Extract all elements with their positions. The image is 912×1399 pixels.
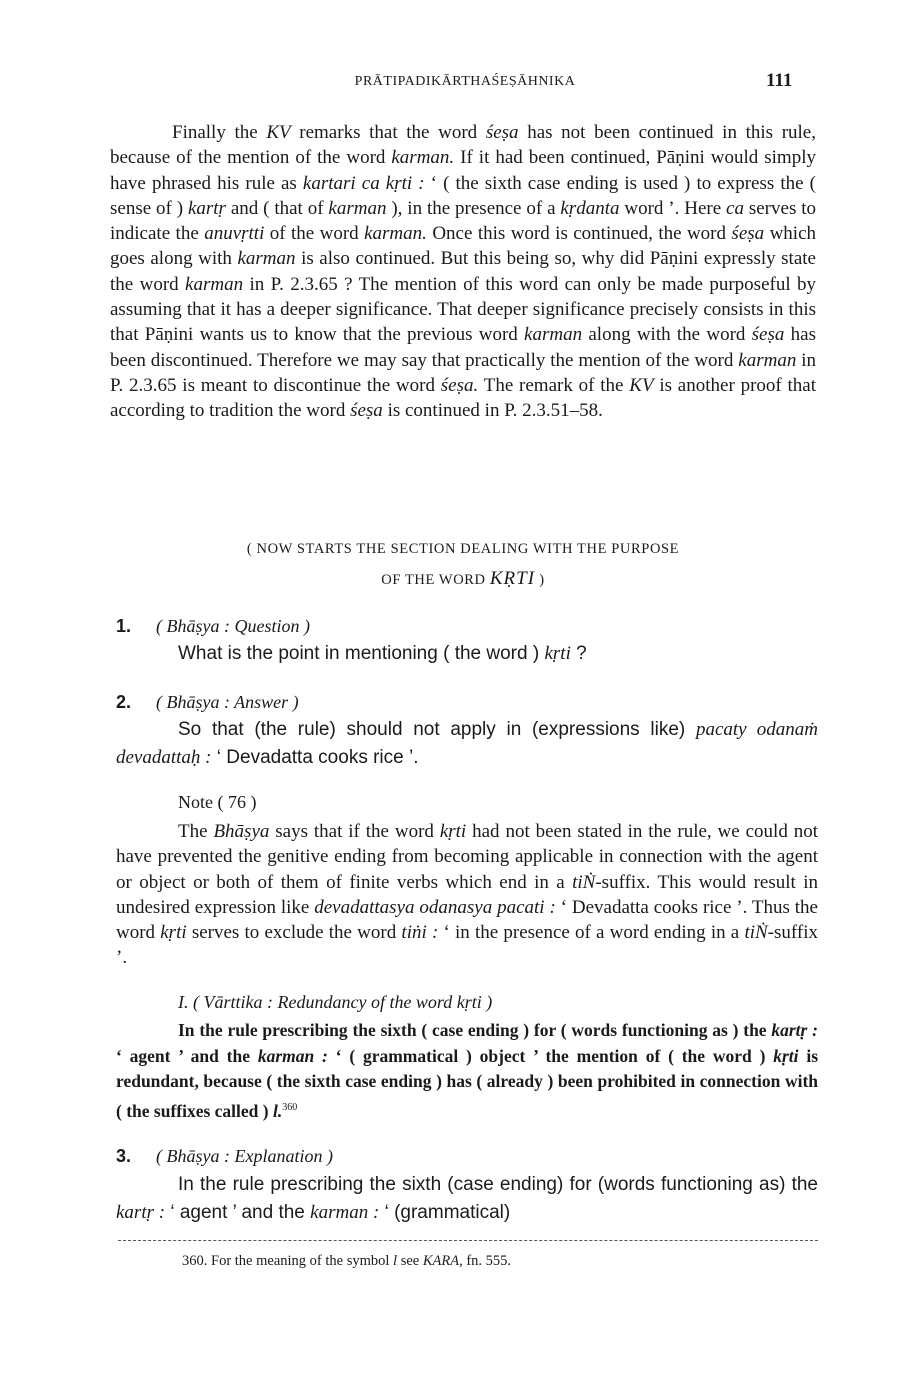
page-number: 111 <box>766 70 793 91</box>
note-label: Note ( 76 ) <box>178 792 257 812</box>
item-3-heading: 3. ( Bhāṣya : Explanation ) <box>116 1146 333 1166</box>
running-title: PRĀTIPADIKĀRTHAŚEṢĀHNIKA <box>354 74 576 89</box>
section-heading: ( NOW STARTS THE SECTION DEALING WITH THE PURPOSE OF THE WORD KṚTI ) <box>246 541 680 589</box>
varttika-text: In the rule prescribing the sixth ( case ending ) for ( words functioning as ) the kartṛ : ‘ agent ’ and the karman : ‘ ( grammatical ) object ’ the mention of ( the word ) kṛti is redundant, because ( the sixth case ending ) has ( already ) been prohibited in connection with ( the suffixes called ) l.$^{360}$ <box>116 1020 819 1121</box>
footnote-reference: 360 <box>282 1101 298 1113</box>
varttika-heading: I. ( Vārttika : Redundancy of the word kṛti ) <box>178 992 493 1012</box>
item-3-text: In the rule prescribing the sixth (case ending) for (words functioning as) the kartṛ : ‘ agent ’ and the karman : ‘ (grammatical) <box>116 1174 818 1223</box>
item-1-heading: 1. ( Bhāṣya : Question ) <box>116 616 310 636</box>
item-2-text: So that (the rule) should not apply in (expressions like) pacaty odanaṁ devadattaḥ : ‘ Devadatta cooks rice ’. <box>116 719 818 768</box>
footnote-divider <box>118 1240 818 1241</box>
note-paragraph: The Bhāṣya says that if the word kṛti had not been stated in the rule, we could not have prevented the genitive ending from becoming applicable in connection with the agent or object or both of them of finite verbs which end in a tiṄ-suffix. This would result in undesired expression like devadattasya odanasya pacati : ‘ Devadatta cooks rice ’. Thus the word kṛti serves to exclude the word tiṅi : ‘ in the presence of a word ending in a tiṄ-suffix ’. <box>116 821 818 969</box>
intro-paragraph: Finally the KV remarks that the word śeṣa has not been continued in this rule, because of the mention of the word karman. If it had been continued, Pāṇini would simply have phrased his rule as kartari ca kṛti : ‘ ( the sixth case ending is used ) to express the ( sense of ) kartṛ and ( that of karman ), in the presence of a kṛdanta word ’. Here ca serves to indicate the anuvṛtti of the word karman. Once this word is continued, the word śeṣa which goes along with karman is also continued. But this being so, why did Pāṇini expressly state the word karman in P. 2.3.65 ? The mention of this word can only be made purposeful by assuming that it has a deeper significance. That deeper significance precisely consists in this that Pāṇini wants us to know that the previous word karman along with the word śeṣa has been discontinued. Therefore we may say that practically the mention of the word karman in P. 2.3.65 is meant to discontinue the word śeṣa. The remark of the KV is another proof that according to tradition the word śeṣa is continued in P. 2.3.51–58. <box>110 122 817 422</box>
item-1-text: What is the point in mentioning ( the word ) kṛti ? <box>178 643 587 664</box>
item-2-heading: 2. ( Bhāṣya : Answer ) <box>116 692 299 712</box>
footnote: 360. For the meaning of the symbol l see KARA, fn. 555. <box>182 1253 512 1269</box>
